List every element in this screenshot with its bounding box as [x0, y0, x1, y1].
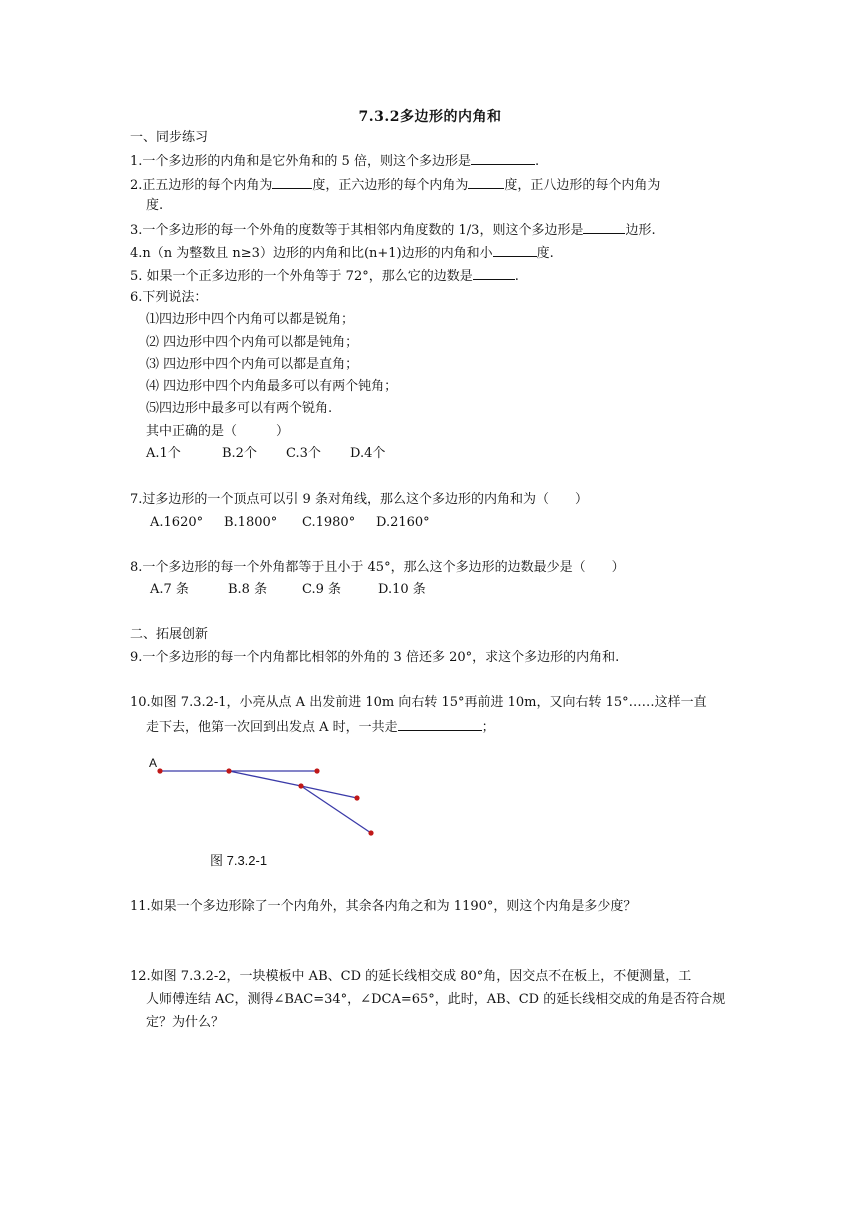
question-2-continued: 度. [146, 198, 164, 213]
answer-blank [272, 174, 312, 189]
question-2 [130, 174, 660, 196]
point-a-label: A [149, 756, 158, 770]
question-9: 9.一个多边形的每一个内角都比相邻的外角的 3 倍还多 20°，求这个多边形的内角和. [130, 650, 620, 665]
question-11: 11.如果一个多边形除了一个内角外，其余各内角之和为 1190°，则这个内角是多少度？ [130, 899, 637, 914]
vertex-point [298, 783, 303, 788]
answer-blank [468, 174, 504, 189]
figure-caption: 图 7.3.2-1 [210, 853, 268, 868]
option-a: A.1个 [146, 446, 181, 461]
question-2-text-a: 2.正五边形的每个内角为 [130, 178, 273, 193]
question-7-stem: 7.过多边形的一个顶点可以引 9 条对角线，那么这个多边形的内角和为（ ） [130, 492, 588, 507]
answer-blank [493, 242, 537, 257]
question-8-options [150, 580, 426, 600]
option-b: B.2个 [222, 446, 257, 461]
vertex-point [354, 795, 359, 800]
question-10-line1: 10.如图 7.3.2-1，小亮从点 A 出发前进 10m 向右转 15°再前进 10m，又向右转 15°……这样一直 [130, 695, 707, 710]
segment [229, 771, 301, 786]
question-12-line1: 12.如图 7.3.2-2，一块模板中 AB、CD 的延长线相交成 80°角，因交点不在板上，不便测量，工 [130, 969, 692, 984]
option-a: A.7 条 [150, 582, 189, 597]
question-6-item: ⑸四边形中最多可以有两个锐角. [146, 401, 333, 416]
question-5-end: . [514, 269, 519, 284]
question-3-text: 3.一个多边形的每一个外角的度数等于其相邻内角度数的 1/3，则这个多边形是 [130, 223, 584, 238]
option-b: B.8 条 [228, 582, 268, 597]
question-12-line3: 定？为什么？ [146, 1015, 225, 1030]
question-6-item: ⑴四边形中四个内角可以都是锐角； [146, 312, 355, 327]
question-5 [130, 265, 519, 287]
question-4-text: 4.n（n 为整数且 n≥3）边形的内角和比(n+1)边形的内角和小 [130, 246, 493, 261]
question-10-text: 走下去，他第一次回到出发点 A 时，一共走 [146, 720, 398, 735]
option-d: D.4个 [350, 446, 386, 461]
question-5-text: 5. 如果一个正多边形的一个外角等于 72°，那么它的边数是 [130, 269, 473, 284]
vertex-point [157, 768, 162, 773]
question-4-end: 度. [536, 246, 554, 261]
page-title: 7.3.2多边形的内角和 [358, 109, 502, 125]
option-d: D.10 条 [378, 582, 426, 597]
question-10-line2 [146, 716, 495, 738]
question-7-options [150, 513, 430, 533]
question-6-options [146, 444, 385, 464]
question-1-text: 1.一个多边形的内角和是它外角和的 5 倍，则这个多边形是 [130, 154, 471, 169]
question-12-line2: 人师傅连结 AC，测得∠BAC=34°，∠DCA=65°，此时，AB、CD 的延长线相交成的角是否符合规 [146, 992, 726, 1007]
question-2-text-c: 度，正八边形的每个内角为 [504, 178, 661, 193]
answer-blank [398, 716, 482, 731]
question-3 [130, 219, 656, 241]
section-heading-extension: 二、拓展创新 [130, 627, 209, 642]
option-d: D.2160° [376, 515, 430, 530]
vertex-point [368, 830, 373, 835]
question-6-ask: 其中正确的是（ ） [146, 424, 290, 439]
option-c: C.3个 [286, 446, 321, 461]
option-c: C.1980° [302, 515, 356, 530]
answer-blank [471, 150, 535, 165]
question-2-text-b: 度，正六边形的每个内角为 [312, 178, 469, 193]
vertex-point [226, 768, 231, 773]
answer-blank [583, 219, 625, 234]
question-1-end: . [534, 154, 540, 169]
vertex-point [314, 768, 319, 773]
question-6-stem: 6.下列说法： [130, 290, 208, 305]
question-3-end: 边形. [625, 223, 656, 238]
section-heading-practice: 一、同步练习 [130, 130, 209, 145]
question-10-end: ； [481, 720, 495, 735]
option-b: B.1800° [224, 515, 278, 530]
question-4 [130, 242, 554, 264]
option-c: C.9 条 [302, 582, 342, 597]
answer-blank [473, 265, 515, 280]
path-figure [145, 752, 395, 844]
question-1 [130, 150, 539, 172]
question-8-stem: 8.一个多边形的每一个外角都等于且小于 45°，那么这个多边形的边数最少是（ ） [130, 560, 625, 575]
question-6-item: ⑵ 四边形中四个内角可以都是钝角； [146, 335, 359, 350]
question-6-item: ⑷ 四边形中四个内角最多可以有两个钝角； [146, 379, 398, 394]
option-a: A.1620° [150, 515, 204, 530]
question-6-item: ⑶ 四边形中四个内角可以都是直角； [146, 357, 359, 372]
